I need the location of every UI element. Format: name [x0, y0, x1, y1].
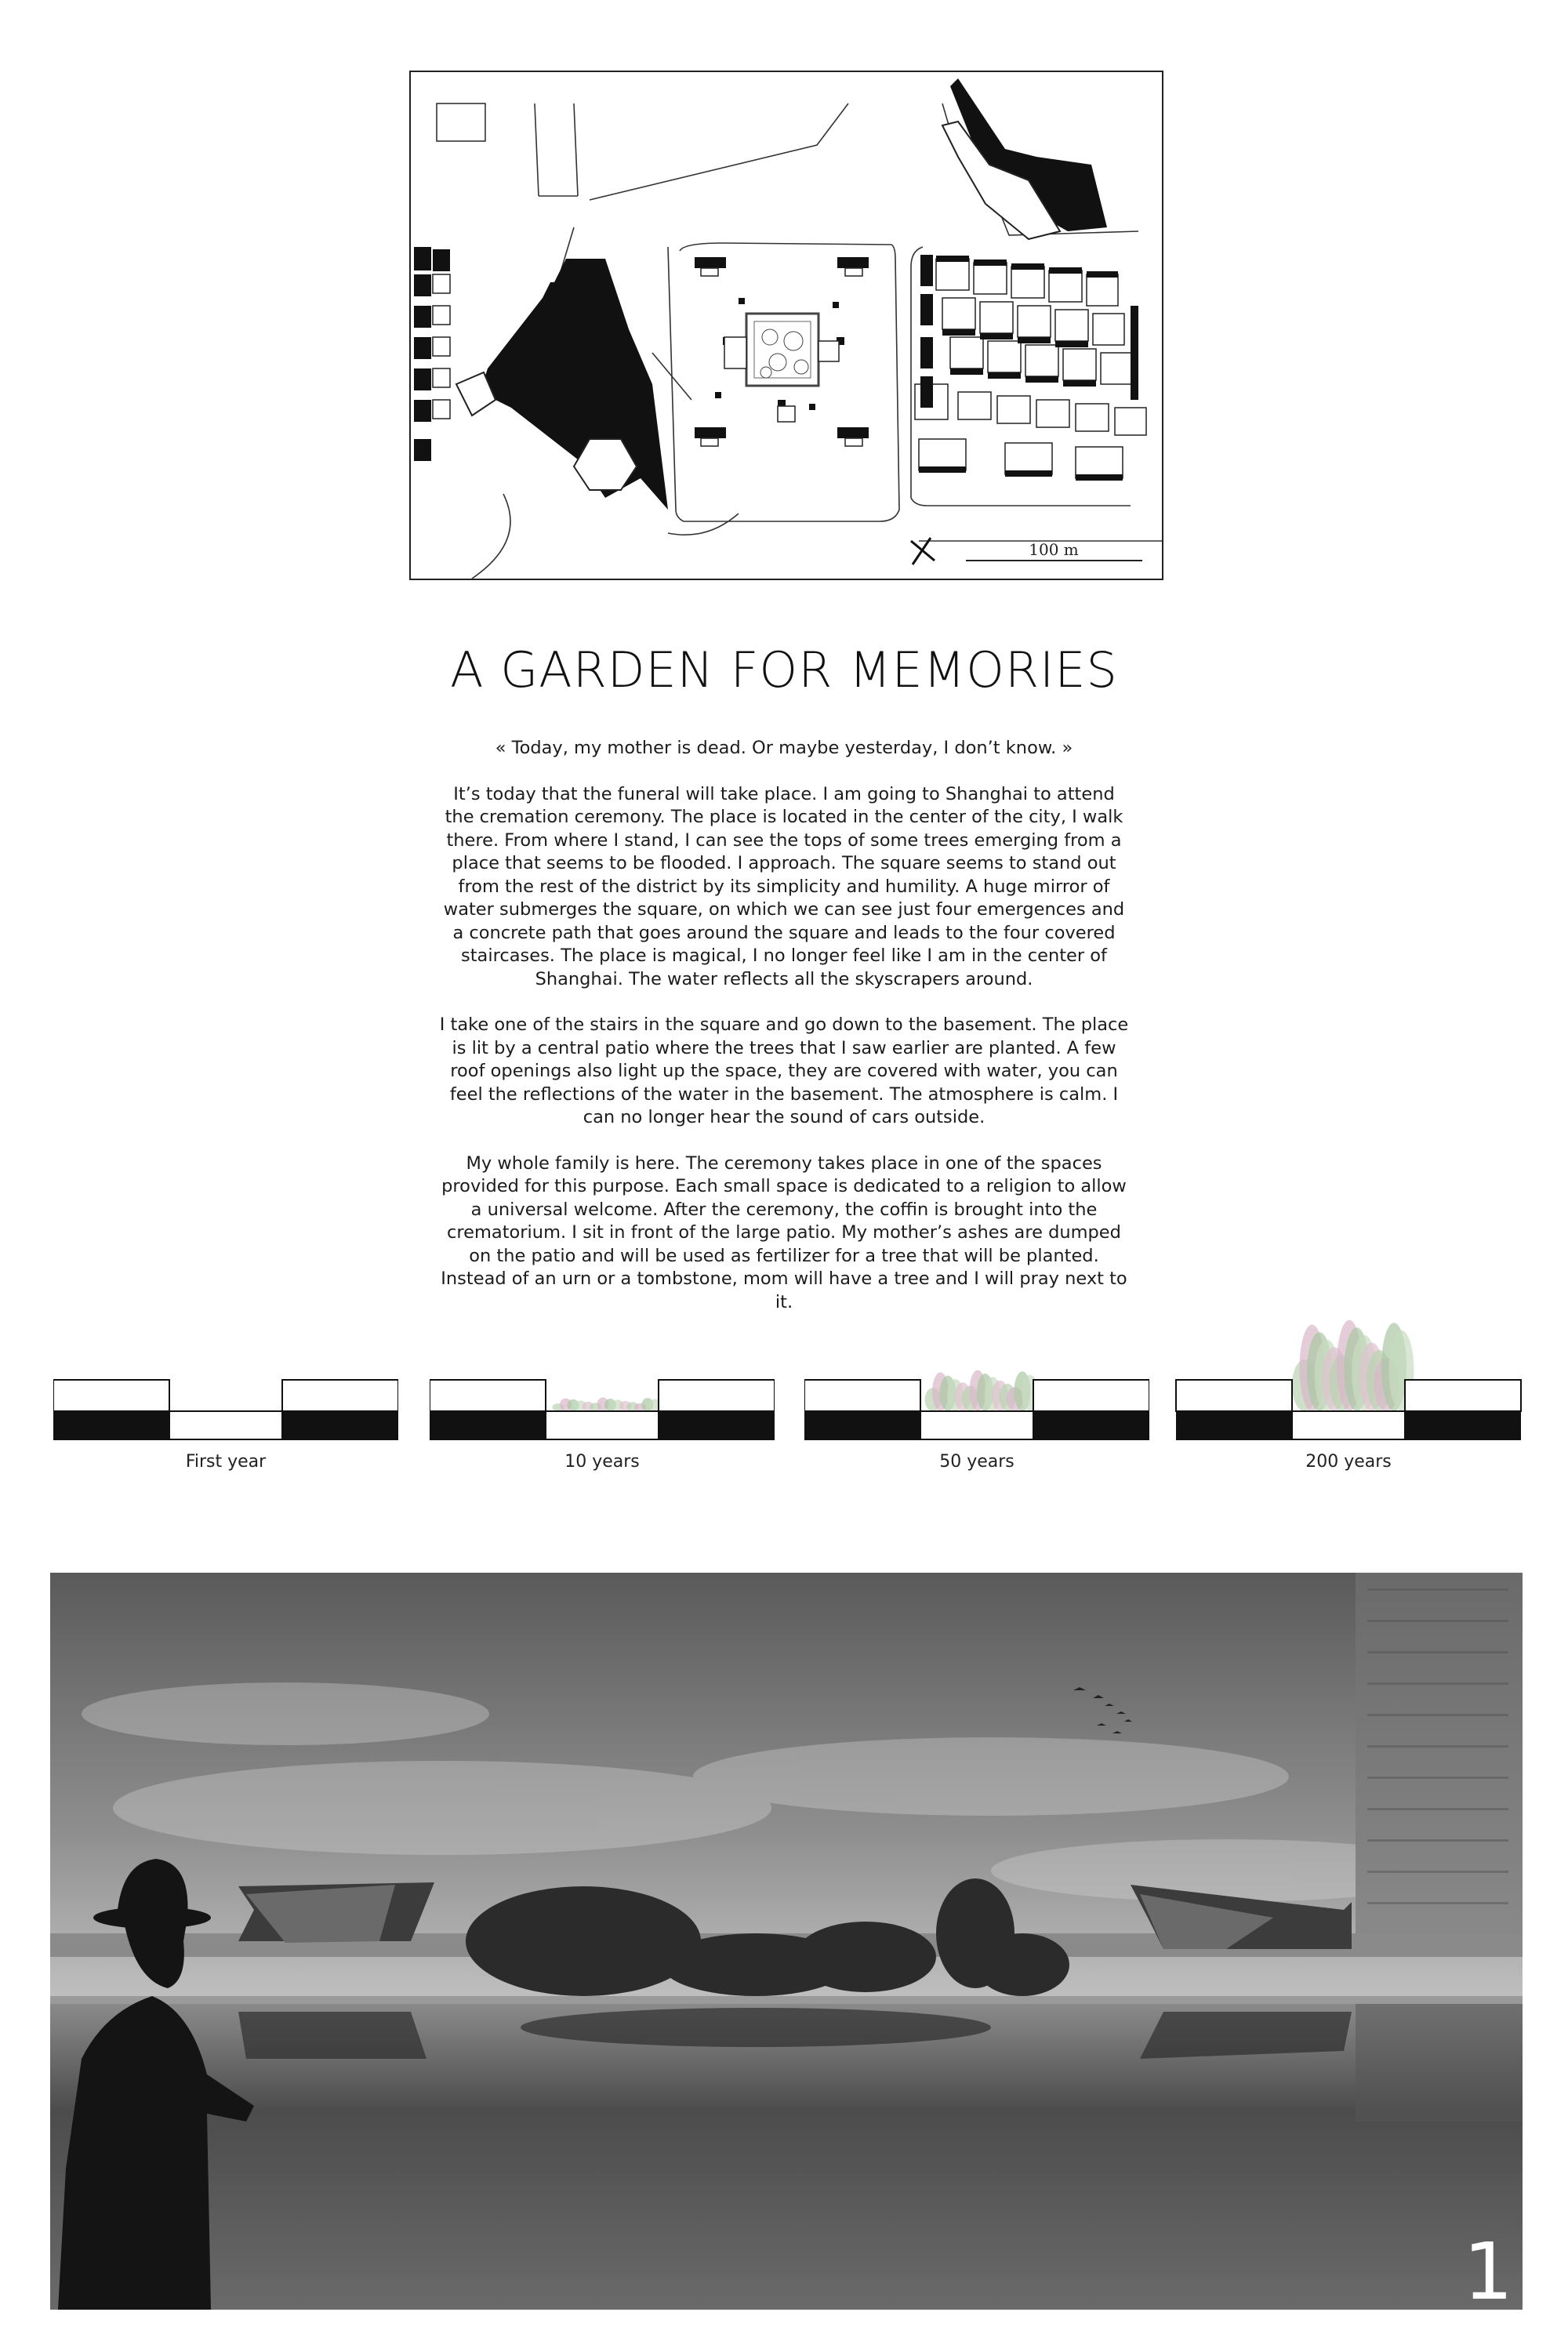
- page-title: A GARDEN FOR MEMORIES: [450, 641, 1118, 699]
- paragraph: My whole family is here. The ceremony takes place in one of the spaces provided for this purpose. Each small space is dedicated to a religion to allow a universal welcome. After the ceremony, the coffin is brought into the crematorium. I sit in front of the large patio. My mother’s ashes are dumped on the patio and will be used as fertilizer for a tree that will be planted. Instead of an urn or a tombstone, mom will have a tree and I will pray next to it.: [441, 1152, 1127, 1312]
- page-number: 1: [1463, 2226, 1513, 2318]
- tree-growth: [1292, 1320, 1414, 1411]
- stage-50-years: [804, 1364, 1149, 1472]
- stage-label: 200 years: [1305, 1452, 1392, 1472]
- scale-label: 100 m: [1029, 540, 1079, 559]
- stage-first-year: [53, 1364, 398, 1472]
- growth-timeline: [0, 1364, 1568, 1490]
- section-diagram: [53, 1364, 398, 1443]
- paragraph: It’s today that the funeral will take place. I am going to Shanghai to attend the cremation ceremony. The place is located in the center of the city, I walk there. From where I stand, I can see the tops of some trees emerging from a place that seems to be flooded. I approach. The square seems to stand out from the rest of the district by its simplicity and humility. A huge mirror of water submerges the square, on which we can see just four emergences and a concrete path that goes around the square and leads to the four covered staircases. The place is magical, I no longer feel like I am in the center of Shanghai. The water reflects all the skyscrapers around.: [443, 783, 1125, 989]
- quote: « Today, my mother is dead. Or maybe yesterday, I don’t know. »: [495, 738, 1073, 758]
- section-diagram: [430, 1364, 775, 1443]
- housing-blocks: [915, 255, 1146, 481]
- stage-label: First year: [185, 1452, 267, 1472]
- story-text: [439, 737, 1129, 1337]
- stage-label: 10 years: [564, 1452, 640, 1472]
- paragraph: I take one of the stairs in the square and go down to the basement. The place is lit by a central patio where the trees that I saw earlier are planted. A few roof openings also light up the space, they are covered with water, you can feel the reflections of the water in the basement. The atmosphere is calm. I can no longer hear the sound of cars outside.: [439, 1014, 1129, 1127]
- section-diagram: [1176, 1364, 1521, 1443]
- stage-10-years: [430, 1364, 775, 1472]
- tree-growth: [553, 1398, 662, 1411]
- stage-label: 50 years: [939, 1452, 1014, 1472]
- tower-building: [1356, 1573, 1523, 1949]
- site-plan-map: [409, 71, 1163, 580]
- perspective-render: [50, 1573, 1523, 2318]
- stage-200-years: [1176, 1364, 1521, 1472]
- tree-growth: [925, 1370, 1039, 1411]
- section-diagram: [804, 1364, 1149, 1443]
